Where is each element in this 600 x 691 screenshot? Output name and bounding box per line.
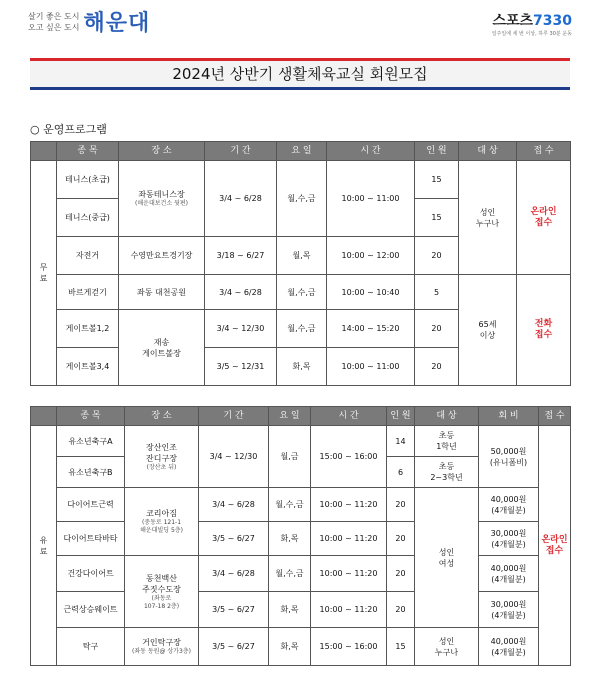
free-day-5: 월,수,금: [277, 310, 327, 348]
free-item-4: 바르게걷기: [57, 275, 119, 310]
paid-target-1: 초등 1학년: [415, 426, 479, 457]
page-title: 2024년 상반기 생활체육교실 회원모집: [30, 58, 570, 90]
paid-group-label: 유 료: [31, 426, 57, 666]
paid-fee-5: 40,000원 (4개월분): [479, 556, 539, 592]
sports-sub: 일주일에 세 번 이상, 하루 30분 운동: [491, 31, 572, 37]
paid-time-5: 10:00 ~ 11:20: [311, 556, 387, 592]
paid-fee-soccer: 50,000원 (유니폼비): [479, 426, 539, 488]
paid-day-6: 화,목: [269, 592, 311, 628]
sports7330-logo: [492, 10, 572, 37]
paid-header-blank: [31, 407, 57, 426]
paid-place-soccer-sub: (장산초 뒤): [146, 463, 177, 471]
paid-header-period: 기 간: [199, 407, 269, 426]
free-header-day: 요 일: [277, 142, 327, 161]
paid-header-place: 장 소: [125, 407, 199, 426]
free-header-blank: [31, 142, 57, 161]
free-item-5: 게이트볼1,2: [57, 310, 119, 348]
page-header: [0, 0, 600, 52]
paid-fee-3: 40,000원 (4개월분): [479, 488, 539, 522]
paid-place-gym1-sub: (중동로 121-1 해운대빌딩 5층): [140, 519, 183, 534]
paid-time-7: 15:00 ~ 16:00: [311, 628, 387, 666]
paid-target-mid: 성인 여성: [415, 488, 479, 628]
free-place-3: 수영만요트경기장: [119, 237, 205, 275]
paid-day-soccer: 월,금: [269, 426, 311, 488]
paid-place-7-name: 거인탁구장: [142, 638, 181, 647]
sports-word: 스포츠: [492, 13, 534, 29]
free-header-target: 대 상: [459, 142, 517, 161]
paid-header-target: 대 상: [415, 407, 479, 426]
free-day-4: 월,수,금: [277, 275, 327, 310]
paid-header-time: 시 간: [311, 407, 387, 426]
free-item-3: 자전거: [57, 237, 119, 275]
free-place-tennis: [119, 161, 205, 237]
paid-fee-4: 30,000원 (4개월분): [479, 522, 539, 556]
logo-text: 해운대: [83, 10, 151, 36]
free-place-gate: 재송 게이트볼장: [119, 310, 205, 386]
free-header-count: 인 원: [415, 142, 459, 161]
paid-count-4: 20: [387, 522, 415, 556]
paid-place-7-sub: (좌동 동원@ 상가3층): [132, 648, 191, 655]
free-item-6: 게이트볼3,4: [57, 348, 119, 386]
paid-header-item: 종 목: [57, 407, 125, 426]
paid-time-3: 10:00 ~ 11:20: [311, 488, 387, 522]
free-time-6: 10:00 ~ 11:00: [327, 348, 415, 386]
free-day-6: 화,목: [277, 348, 327, 386]
paid-period-6: 3/5 ~ 6/27: [199, 592, 269, 628]
paid-header-count: 인 원: [387, 407, 415, 426]
paid-day-3: 월,수,금: [269, 488, 311, 522]
free-period-1: 3/4 ~ 6/28: [205, 161, 277, 237]
free-count-2: 15: [415, 199, 459, 237]
free-period-4: 3/4 ~ 6/28: [205, 275, 277, 310]
paid-count-5: 20: [387, 556, 415, 592]
free-item-2: 테니스(중급): [57, 199, 119, 237]
slogan-line1: 살기 좋은 도시: [28, 11, 80, 21]
paid-apply: 온라인 접수: [539, 426, 571, 666]
free-time-5: 14:00 ~ 15:20: [327, 310, 415, 348]
paid-place-soccer: [125, 426, 199, 488]
paid-count-1: 14: [387, 426, 415, 457]
free-item-1: 테니스(초급): [57, 161, 119, 199]
paid-place-gym2-name: 동천백산 주짓수도장: [142, 573, 181, 594]
free-count-6: 20: [415, 348, 459, 386]
paid-place-gym2-sub: (좌동로 107-18 2층): [143, 594, 180, 610]
free-period-5: 3/4 ~ 12/30: [205, 310, 277, 348]
free-place-tennis-name: 좌동테니스장: [138, 190, 185, 199]
free-day-3: 월,목: [277, 237, 327, 275]
paid-item-1: 유소년축구A: [57, 426, 125, 457]
paid-day-4: 화,목: [269, 522, 311, 556]
paid-item-5: 건강다이어트: [57, 556, 125, 592]
free-time-3: 10:00 ~ 12:00: [327, 237, 415, 275]
paid-header-apply: 접 수: [539, 407, 571, 426]
paid-item-7: 탁구: [57, 628, 125, 666]
paid-time-6: 10:00 ~ 11:20: [311, 592, 387, 628]
free-group-label: 무 료: [31, 161, 57, 386]
free-place-4: 좌동 대천공원: [119, 275, 205, 310]
free-header-place: 장 소: [119, 142, 205, 161]
free-time-1: 10:00 ~ 11:00: [327, 161, 415, 237]
free-time-4: 10:00 ~ 10:40: [327, 275, 415, 310]
haeundae-logo: [28, 6, 150, 37]
free-target-1: 성인 누구나: [459, 161, 517, 275]
free-header-item: 종 목: [57, 142, 119, 161]
free-header-apply: 접 수: [517, 142, 571, 161]
free-count-1: 15: [415, 161, 459, 199]
free-target-2: 65세 이상: [459, 275, 517, 386]
free-header-time: 시 간: [327, 142, 415, 161]
paid-period-4: 3/5 ~ 6/27: [199, 522, 269, 556]
free-count-5: 20: [415, 310, 459, 348]
free-period-6: 3/5 ~ 12/31: [205, 348, 277, 386]
paid-item-3: 다이어트근력: [57, 488, 125, 522]
paid-item-2: 유소년축구B: [57, 457, 125, 488]
free-count-4: 5: [415, 275, 459, 310]
paid-target-7: 성인 누구나: [415, 628, 479, 666]
paid-program-table: [30, 406, 571, 666]
paid-place-7: [125, 628, 199, 666]
paid-place-gym1-name: 코리아짐: [146, 509, 177, 518]
slogan-line2: 오고 싶은 도시: [28, 22, 80, 32]
free-count-3: 20: [415, 237, 459, 275]
free-apply-1: 온라인 접수: [517, 161, 571, 275]
paid-time-4: 10:00 ~ 11:20: [311, 522, 387, 556]
paid-day-7: 화,목: [269, 628, 311, 666]
paid-place-gym2: [125, 556, 199, 628]
free-place-tennis-sub: (해운대보건소 뒷편): [135, 200, 188, 207]
paid-place-gym1: [125, 488, 199, 556]
free-period-3: 3/18 ~ 6/27: [205, 237, 277, 275]
paid-item-4: 다이어트타바타: [57, 522, 125, 556]
free-day-1: 월,수,금: [277, 161, 327, 237]
free-apply-2: 전화 접수: [517, 275, 571, 386]
paid-time-soccer: 15:00 ~ 16:00: [311, 426, 387, 488]
paid-header-fee: 회 비: [479, 407, 539, 426]
paid-period-3: 3/4 ~ 6/28: [199, 488, 269, 522]
paid-count-3: 20: [387, 488, 415, 522]
paid-period-7: 3/5 ~ 6/27: [199, 628, 269, 666]
paid-count-7: 15: [387, 628, 415, 666]
paid-item-6: 근력상승웨이트: [57, 592, 125, 628]
paid-fee-7: 40,000원 (4개월분): [479, 628, 539, 666]
paid-target-2: 초등 2~3학년: [415, 457, 479, 488]
free-header-period: 기 간: [205, 142, 277, 161]
paid-count-6: 20: [387, 592, 415, 628]
section-title: ○ 운영프로그램: [30, 123, 107, 136]
paid-header-day: 요 일: [269, 407, 311, 426]
paid-day-5: 월,수,금: [269, 556, 311, 592]
paid-fee-6: 30,000원 (4개월분): [479, 592, 539, 628]
paid-period-soccer: 3/4 ~ 12/30: [199, 426, 269, 488]
free-program-table: [30, 141, 571, 386]
paid-place-soccer-name: 장산인조 잔디구장: [146, 442, 177, 463]
paid-period-5: 3/4 ~ 6/28: [199, 556, 269, 592]
paid-count-2: 6: [387, 457, 415, 488]
sports-num: 7330: [533, 13, 572, 29]
